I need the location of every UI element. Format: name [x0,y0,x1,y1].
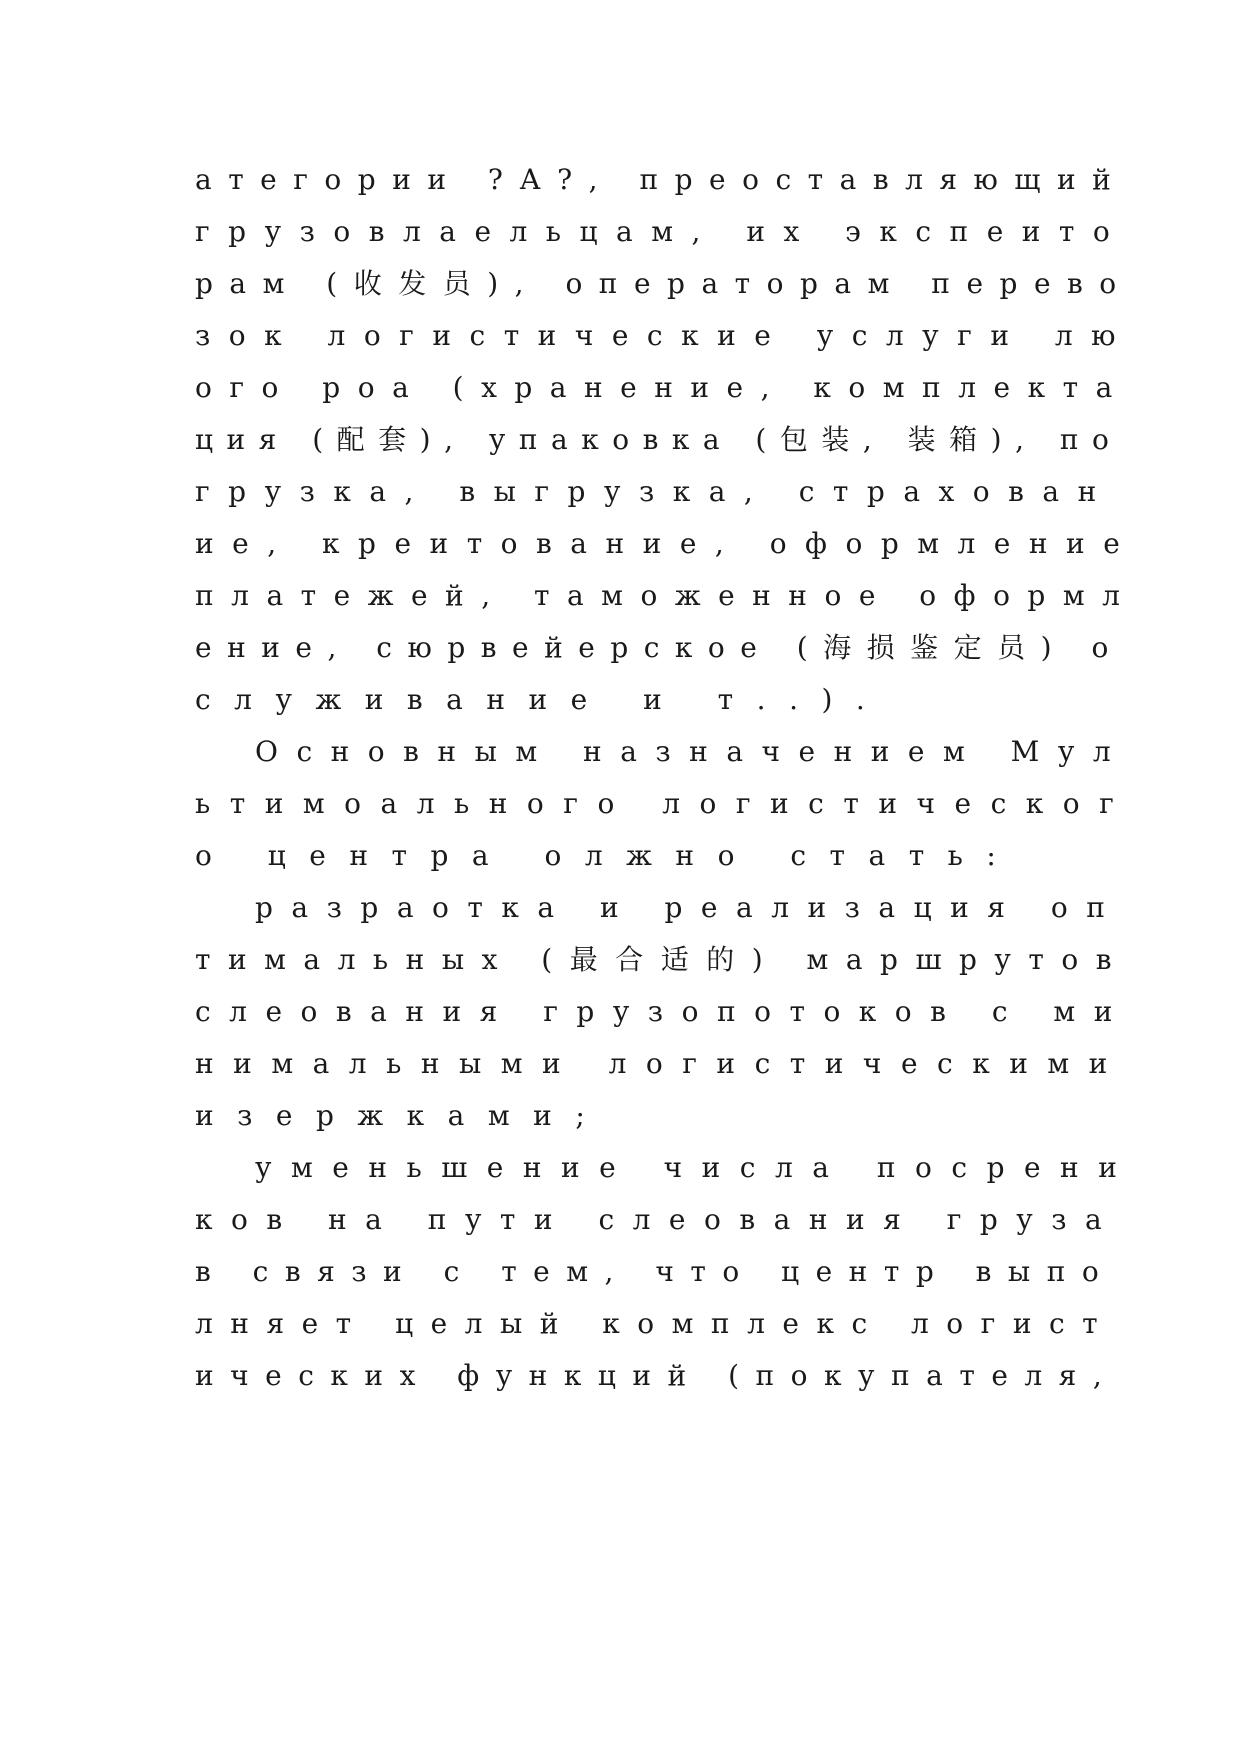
paragraph-first-line: уменьшение числа посрени [255,1151,1137,1184]
text-line: нимальными логистическими [195,1047,1127,1080]
text-line: ьтимоального логистическог [195,787,1134,820]
text-line: грузка, выгрузка, страхован [195,475,1115,508]
text-line: платежей, таможенное оформл [195,579,1138,612]
text-line: служивание и т..). [195,683,889,716]
text-line: ение, сюрвейерское (海损鉴定员) о [195,631,1124,664]
text-line: ие, креитование, оформление [195,527,1139,560]
text-line: в связи с тем, что центр выпо [195,1255,1116,1288]
text-line: атегории ?А?, преоставляющий [195,163,1128,196]
text-line: тимальных (最合适的) маршрутов [195,943,1129,976]
text-line: о центра олжно стать: [195,839,1020,872]
text-line: лняет целый комплекс логист [195,1307,1116,1340]
text-line: ических функций (покупателя, [195,1359,1119,1392]
text-line: зок логистические услуги лю [195,319,1135,352]
text-line: ция (配套), упаковка (包装, 装箱), по [195,423,1123,456]
paragraph-first-line: разраотка и реализация оп [255,891,1124,924]
paragraph-first-line: Основным назначением Мул [255,735,1130,768]
text-line: ого роа (хранение, комплекта [195,371,1130,404]
text-line: слеования грузопотоков с ми [195,995,1131,1028]
text-line: рам (收发员), операторам перево [195,267,1133,300]
text-line: грузовлаельцам, их экспеито [195,215,1129,248]
text-line: изержками; [195,1099,609,1132]
text-line: ков на пути слеования груза [195,1203,1121,1236]
